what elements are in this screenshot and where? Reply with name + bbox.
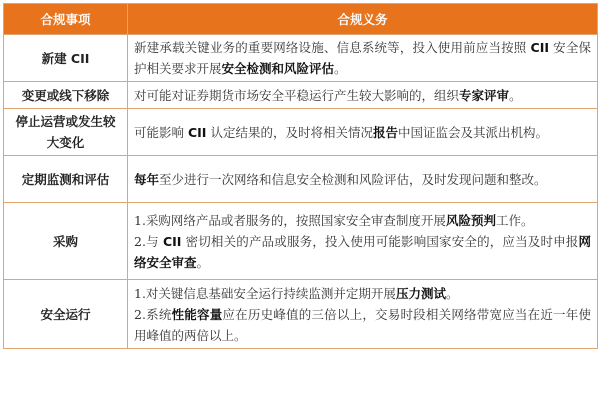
duty-text-run: 。 bbox=[445, 285, 459, 301]
duty-text-run: 。 bbox=[509, 87, 522, 103]
duty-emphasis: CII bbox=[187, 124, 207, 140]
duty-emphasis: 性能容量 bbox=[171, 306, 223, 322]
row-item-label: 采购 bbox=[4, 203, 128, 280]
duty-emphasis: 网络安全审查 bbox=[134, 233, 591, 270]
duty-text-run: 中国证监会及其派出机构。 bbox=[397, 124, 548, 140]
duty-text-run: 认定结果的，及时将相关情况 bbox=[206, 124, 373, 140]
duty-emphasis: 专家评审 bbox=[459, 87, 510, 103]
header-compliance-item: 合规事项 bbox=[4, 4, 128, 35]
duty-text-run: 至少进行一次网络和信息安全检测和风险评估，及时发现问题和整改。 bbox=[159, 171, 547, 187]
row-duty-text bbox=[128, 203, 598, 280]
row-duty-text bbox=[128, 109, 598, 156]
duty-text-run: 安全保护相关要求开展 bbox=[134, 40, 591, 76]
compliance-table bbox=[3, 3, 598, 349]
duty-text-run: 1.对关键信息基础安全运行持续监测并定期开展 bbox=[134, 285, 396, 301]
duty-text-run: 。 bbox=[196, 254, 210, 270]
duty-text-run: 对可能对证券期货市场安全平稳运行产生较大影响的，组织 bbox=[134, 87, 460, 103]
duty-paragraph bbox=[134, 122, 591, 143]
duty-emphasis: 每年 bbox=[134, 171, 160, 187]
duty-emphasis: CII bbox=[530, 40, 550, 55]
row-duty-text bbox=[128, 280, 598, 349]
duty-paragraph bbox=[134, 283, 591, 304]
table-header-row bbox=[4, 4, 598, 35]
duty-emphasis: 压力测试 bbox=[395, 285, 446, 301]
duty-text-run: 。 bbox=[334, 61, 347, 76]
duty-text-run: 工作。 bbox=[495, 212, 534, 228]
table-row bbox=[4, 82, 598, 109]
duty-emphasis: 风险预判 bbox=[445, 212, 496, 228]
row-item-label: 新建 CII bbox=[4, 35, 128, 82]
duty-text-run: 新建承载关键业务的重要网络设施、信息系统等，投入使用前应当按照 bbox=[134, 40, 531, 55]
duty-text-run: 2.系统 bbox=[134, 306, 172, 322]
row-item-label: 安全运行 bbox=[4, 280, 128, 349]
table-row bbox=[4, 35, 598, 82]
duty-text-run: 密切相关的产品或服务，投入使用可能影响国家安全的，应当及时申报 bbox=[181, 233, 579, 249]
table-row bbox=[4, 109, 598, 156]
duty-paragraph bbox=[134, 210, 591, 231]
duty-paragraph bbox=[134, 85, 591, 106]
row-item-label: 停止运营或发生较大变化 bbox=[4, 109, 128, 156]
duty-emphasis: 安全检测和风险评估 bbox=[221, 61, 335, 76]
row-duty-text bbox=[128, 156, 598, 203]
duty-paragraph bbox=[134, 231, 591, 273]
row-item-label: 定期监测和评估 bbox=[4, 156, 128, 203]
row-duty-text bbox=[128, 35, 598, 82]
row-item-label: 变更或线下移除 bbox=[4, 82, 128, 109]
row-duty-text bbox=[128, 82, 598, 109]
duty-text-run: 1.采购网络产品或者服务的，按照国家安全审查制度开展 bbox=[134, 212, 446, 228]
duty-text-run: 可能影响 bbox=[134, 124, 188, 140]
duty-text-run: 2.与 bbox=[134, 233, 163, 249]
table-row bbox=[4, 280, 598, 349]
duty-paragraph bbox=[134, 304, 591, 346]
table-row bbox=[4, 156, 598, 203]
table-row bbox=[4, 203, 598, 280]
duty-emphasis: 报告 bbox=[372, 124, 398, 140]
duty-paragraph bbox=[134, 37, 591, 79]
duty-paragraph bbox=[134, 169, 591, 190]
header-compliance-duty: 合规义务 bbox=[128, 4, 598, 35]
duty-text-run: 应在历史峰值的三倍以上，交易时段相关网络带宽应当在近一年使用峰值的两倍以上。 bbox=[134, 306, 591, 343]
duty-emphasis: CII bbox=[162, 233, 182, 249]
